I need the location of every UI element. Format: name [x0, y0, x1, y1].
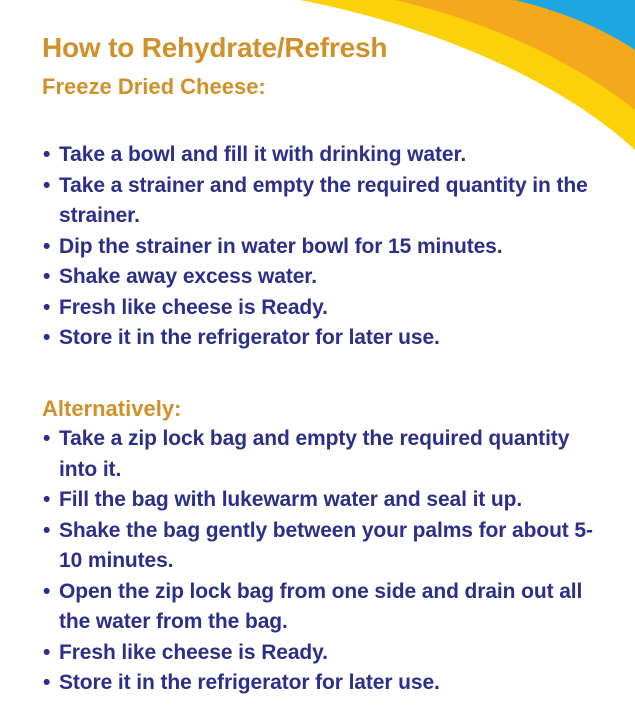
list-item-text: Dip the strainer in water bowl for 15 minutes. — [59, 234, 503, 258]
list-item — [42, 516, 602, 577]
alternative-heading: Alternatively: — [42, 396, 182, 421]
bullet-icon: • — [43, 265, 51, 288]
method-steps-list — [42, 140, 602, 354]
list-item — [42, 485, 602, 516]
list-item-text: Fill the bag with lukewarm water and seal it up. — [59, 488, 523, 511]
bullet-icon: • — [43, 579, 51, 603]
list-item-text: Fresh like cheese is Ready. — [59, 640, 328, 664]
list-item — [42, 323, 602, 354]
bullet-icon: • — [43, 295, 51, 319]
list-item — [42, 424, 602, 485]
bullet-icon: • — [43, 640, 51, 664]
list-item — [42, 262, 602, 293]
bullet-icon: • — [43, 143, 51, 166]
list-item-text: Fresh like cheese is Ready. — [59, 295, 328, 319]
bullet-icon: • — [43, 488, 51, 511]
list-item — [42, 232, 602, 263]
list-item-text: Take a zip lock bag and empty the required quantity into it. — [59, 427, 570, 481]
bullet-icon: • — [43, 234, 51, 258]
list-item — [42, 293, 602, 324]
bullet-icon: • — [43, 173, 51, 197]
list-item-text: Take a bowl and fill it with drinking water. — [59, 143, 467, 166]
page-subtitle: Freeze Dried Cheese: — [42, 74, 266, 99]
page-title: How to Rehydrate/Refresh — [42, 32, 388, 63]
list-item — [42, 140, 602, 171]
list-item — [42, 171, 602, 232]
list-item — [42, 668, 602, 699]
list-item-text: Store it in the refrigerator for later use. — [59, 671, 440, 694]
bullet-icon: • — [43, 427, 51, 450]
bullet-icon: • — [43, 671, 51, 694]
list-item-text: Store it in the refrigerator for later use. — [59, 326, 440, 349]
list-item — [42, 577, 602, 638]
bullet-icon: • — [43, 326, 51, 349]
list-item — [42, 638, 602, 669]
list-item-text: Shake away excess water. — [59, 265, 317, 288]
list-item-text: Open the zip lock bag from one side and drain out all the water from the bag. — [59, 579, 583, 633]
alternative-steps-list — [42, 424, 602, 699]
list-item-text: Shake the bag gently between your palms for about 5-10 minutes. — [59, 518, 593, 572]
bullet-icon: • — [43, 518, 51, 542]
list-item-text: Take a strainer and empty the required quantity in the strainer. — [59, 173, 588, 227]
